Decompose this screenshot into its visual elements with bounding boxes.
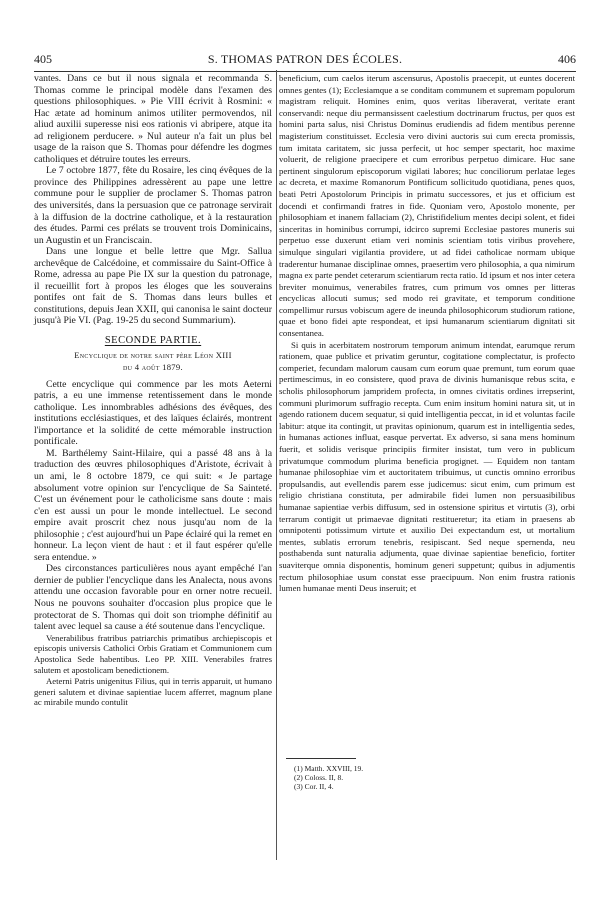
- section-subtitle-1: Encyclique de notre saint père Léon XIII: [74, 349, 232, 360]
- column-divider: [276, 70, 277, 860]
- paragraph-circonstances: Des circonstances particulières nous ayant empêché l'an dernier de publier l'encyclique dans les Analecta, nous avons attendu une occasion favorable pour en orner notre recueil. Nous ne pouvons souhaiter d'occasion plus propice que le protectorat de S. Thomas qui doit son triomphe définitif au talent avec lequel sa cause a été soutenue dans l'encyclique.: [34, 563, 272, 633]
- paragraph-encyclique: Cette encyclique qui commence par les mots Aeterni patris, a eu une immense retentissement dans le monde catholique. Les innombrables adhésions des évêques, des institutions ecclésiastiques, et des laïques éclairés, montrent l'importance et la solidité de cette mémorable instruction pontificale.: [34, 378, 272, 448]
- running-title: S. THOMAS PATRON DES ÉCOLES.: [207, 52, 403, 66]
- footnote-3: (3) Cor. II, 4.: [294, 782, 334, 792]
- page-number-right: 406: [558, 52, 576, 66]
- footnote-1: (1) Matth. XXVIII, 19.: [294, 764, 364, 773]
- section-title: SECONDE PARTIE.: [104, 335, 202, 347]
- footnote-2: (2) Coloss. II, 8.: [294, 773, 344, 783]
- paragraph-sallua: Dans une longue et belle lettre que Mgr. Sallua archevêque de Calcédoine, et commissaire du Saint-Office à Rome, adressa au pape Pie IX sur la question du patronage, il recueillit fort à propos les éloges que les souverains pontifes ont fait de S. Thomas dans leurs bulles et constitutions, depuis Jean XXII, qui canonisa le saint docteur jusqu'à Pie VI. (Pag. 19-25 du second Summarium).: [34, 246, 272, 327]
- paragraph-saint-hilaire: M. Barthélemy Saint-Hilaire, qui a passé 48 ans à la traduction des œuvres philosophiques d'Aristote, écrivait à un ami, le 8 octobre 1879, ce qui suit: « Je partage absolument votre opinion sur l'encyclique de Sa Sainteté. C'est un événement pour le catholicisme sans doute : mais c'en est aussi un pour le monde intellectuel. Le second empire avait proscrit chez nous jusqu'au nom de la philosophie ; c'est aujourd'hui un Pape éclairé qui la remet en honneur. La leçon vient de haut : et il faut espérer qu'elle sera entendue. »: [34, 447, 272, 563]
- paragraph-rosmini: vantes. Dans ce but il nous signala et recommanda S. Thomas comme le principal modèle dans l'examen des questions philosophiques. » Pie VIII écrivit à Rosmini: « Hac ætate ad hominum animos utiliter permovendos, nil aliud auxilii superesse nisi eos rationis vi abripere, atque ita ad religionem perducere. » Nul auteur n'a fait un plus bel usage de la raison que S. Thomas pour défendre les dogmes catholiques et détruire toutes les erreurs.: [34, 73, 272, 165]
- page-number-left: 405: [34, 52, 52, 66]
- left-column: [34, 73, 272, 708]
- paragraph-philippines: Le 7 octobre 1877, fête du Rosaire, les cinq évêques de la province des Philippines adressèrent au pape une lettre commune pour le supplier de proclamer S. Thomas patron des universités, dans la persuasion que ce patronage servirait à la diffusion de la doctrine catholique, et à la restauration des études. Parmi ces prélats se trouvent trois Dominicains, un Augustin et un Franciscain.: [34, 165, 272, 246]
- section-subtitle-2: du 4 août 1879.: [123, 361, 183, 372]
- running-header: [34, 52, 576, 72]
- paragraph-beneficium: beneficium, cum caelos iterum ascensurus, Apostolis praecepit, ut euntes docerent omnes gentes (1); Ecclesiamque a se conditam communem et supremam populorum magistram reliquit. Homines enim, quos veritas liberaverat, veritate erant conservandi: neque diu permansissent caelestium doctrinarum fructus, per quos est homini parta salus, nisi Christus Dominus erudiendis ad fidem mentibus perenne magisterium constituisset. Ecclesia vero divini auctoris sui cum erecta promissis, tum imitata caritatem, sic jussa perfecit, ut hoc semper spectarit, hoc maxime voluerit, de religione praecipere et cum erroribus perpetuo dimicare. Huc sane pertinent singulorum episcoporum vigilati labores; huc conciliorum perlatae leges ac decreta, et maxime Romanorum Pontificum sollicitudo quotidiana, penes quos, beati Petri Apostolorum Principis in primatu successores, et jus et officium est docendi et confirmandi fratres in fide. Quoniam vero, Apostolo monente, per philosophiam et inanem fallaciam (2), Christifidelium mentes decipi solent, et fidei sinceritas in hominibus corrumpi, idcirco supremi Ecclesiae pastores muneris sui perpetuo esse duxerunt etiam veri nominis scientiam totis viribus provehere, simulque singulari vigilantia providere, ut ad fidei catholicae normam ubique traderentur humanae disciplinae omnes, praesertim vero philosophia, a qua nimirum magna ex parte pendet ceterarum scientiarum recta ratio. Id ipsum et nos inter cetera breviter monuimus, venerabiles fratres, cum primum vos omnes per litteras encyclicas allocuti sumus; sed modo rei gravitate, et temporum conditione compellimur rursus vobiscum agere de ineunda philosophicorum studiorum ratione, quae et bono fidei apte respondeat, et ipsi humanarum scientiarum dignitati sit consentanea.: [279, 73, 575, 339]
- paragraph-aeterni-patris: Aeterni Patris unigenitus Filius, qui in terris apparuit, ut humano generi salutem et divinae sapientiae lucem afferret, magnum plane ac mirabile mundo contulit: [34, 675, 272, 708]
- footnotes: [286, 758, 486, 792]
- paragraph-si-quis: Si quis in acerbitatem nostrorum temporum animum intendat, earumque rerum rationem, quae publice et privatim geruntur, cogitatione complectatur, is profecto comperiet, fecundam malorum causam cum eorum quae premunt, tum eorum quae pertimescimus, in eo consistere, quod prava de divinis humanisque rebus scita, e scholis philosophorum jampridem profecta, in omnes civitatis ordines irrepserint, communi plurimorum suffragio recepta. Cum enim insitum homini natura sit, ut in agendo rationem ducem sequatur, si quid intelligentia peccat, in id et voluntas facile labitur: atque ita contingit, ut pravitas opinionum, quarum est in intelligentia sedes, in humanas actiones influat, easque pervertat. Ex adverso, si sana mens hominum fuerit, et solidis verisque principiis firmiter insistat, tum vero in publicum privatumque commodum plurima beneficia progignet. — Equidem non tantam humanae philosophiae vim et auctoritatem tribuimus, ut cunctis omnino erroribus propulsandis, aut evellendis parem esse judicemus: sicut enim, cum primum est religio christiana constituta, per admirabile fidei lumen non persuasibilibus humanae sapientiae verbis diffusum, sed in ostensione spiritus et virtutis (3), orbi terrarum contigit ut primaevae dignitati restitueretur; ita etiam in praesens ab omnipotenti potissimum virtute et auxilio Dei expectandum est, ut mortalium mentes, sublatis errorum tenebris, resipiscant. Sed neque spernenda, neu posthabenda sunt naturalia adjumenta, quae divinae sapientiae beneficio, fortiter suaviterque omnia disponentis, hominum generi suppetunt; quibus in adjumentis rectum philosophiae usum constat esse praecipuum. Non enim frustra rationis lumen humanae menti Deus inseruit; et: [279, 339, 575, 594]
- paragraph-venerabilibus: Venerabilibus fratribus patriarchis primatibus archiepiscopis et episcopis universis Catholici Orbis Gratiam et Communionem cum Apostolica Sede habentibus. Leo PP. XIII. Venerabiles fratres salutem et apostolicam benedictionem.: [34, 632, 272, 675]
- footnote-rule: [286, 758, 356, 759]
- right-column: [279, 73, 575, 595]
